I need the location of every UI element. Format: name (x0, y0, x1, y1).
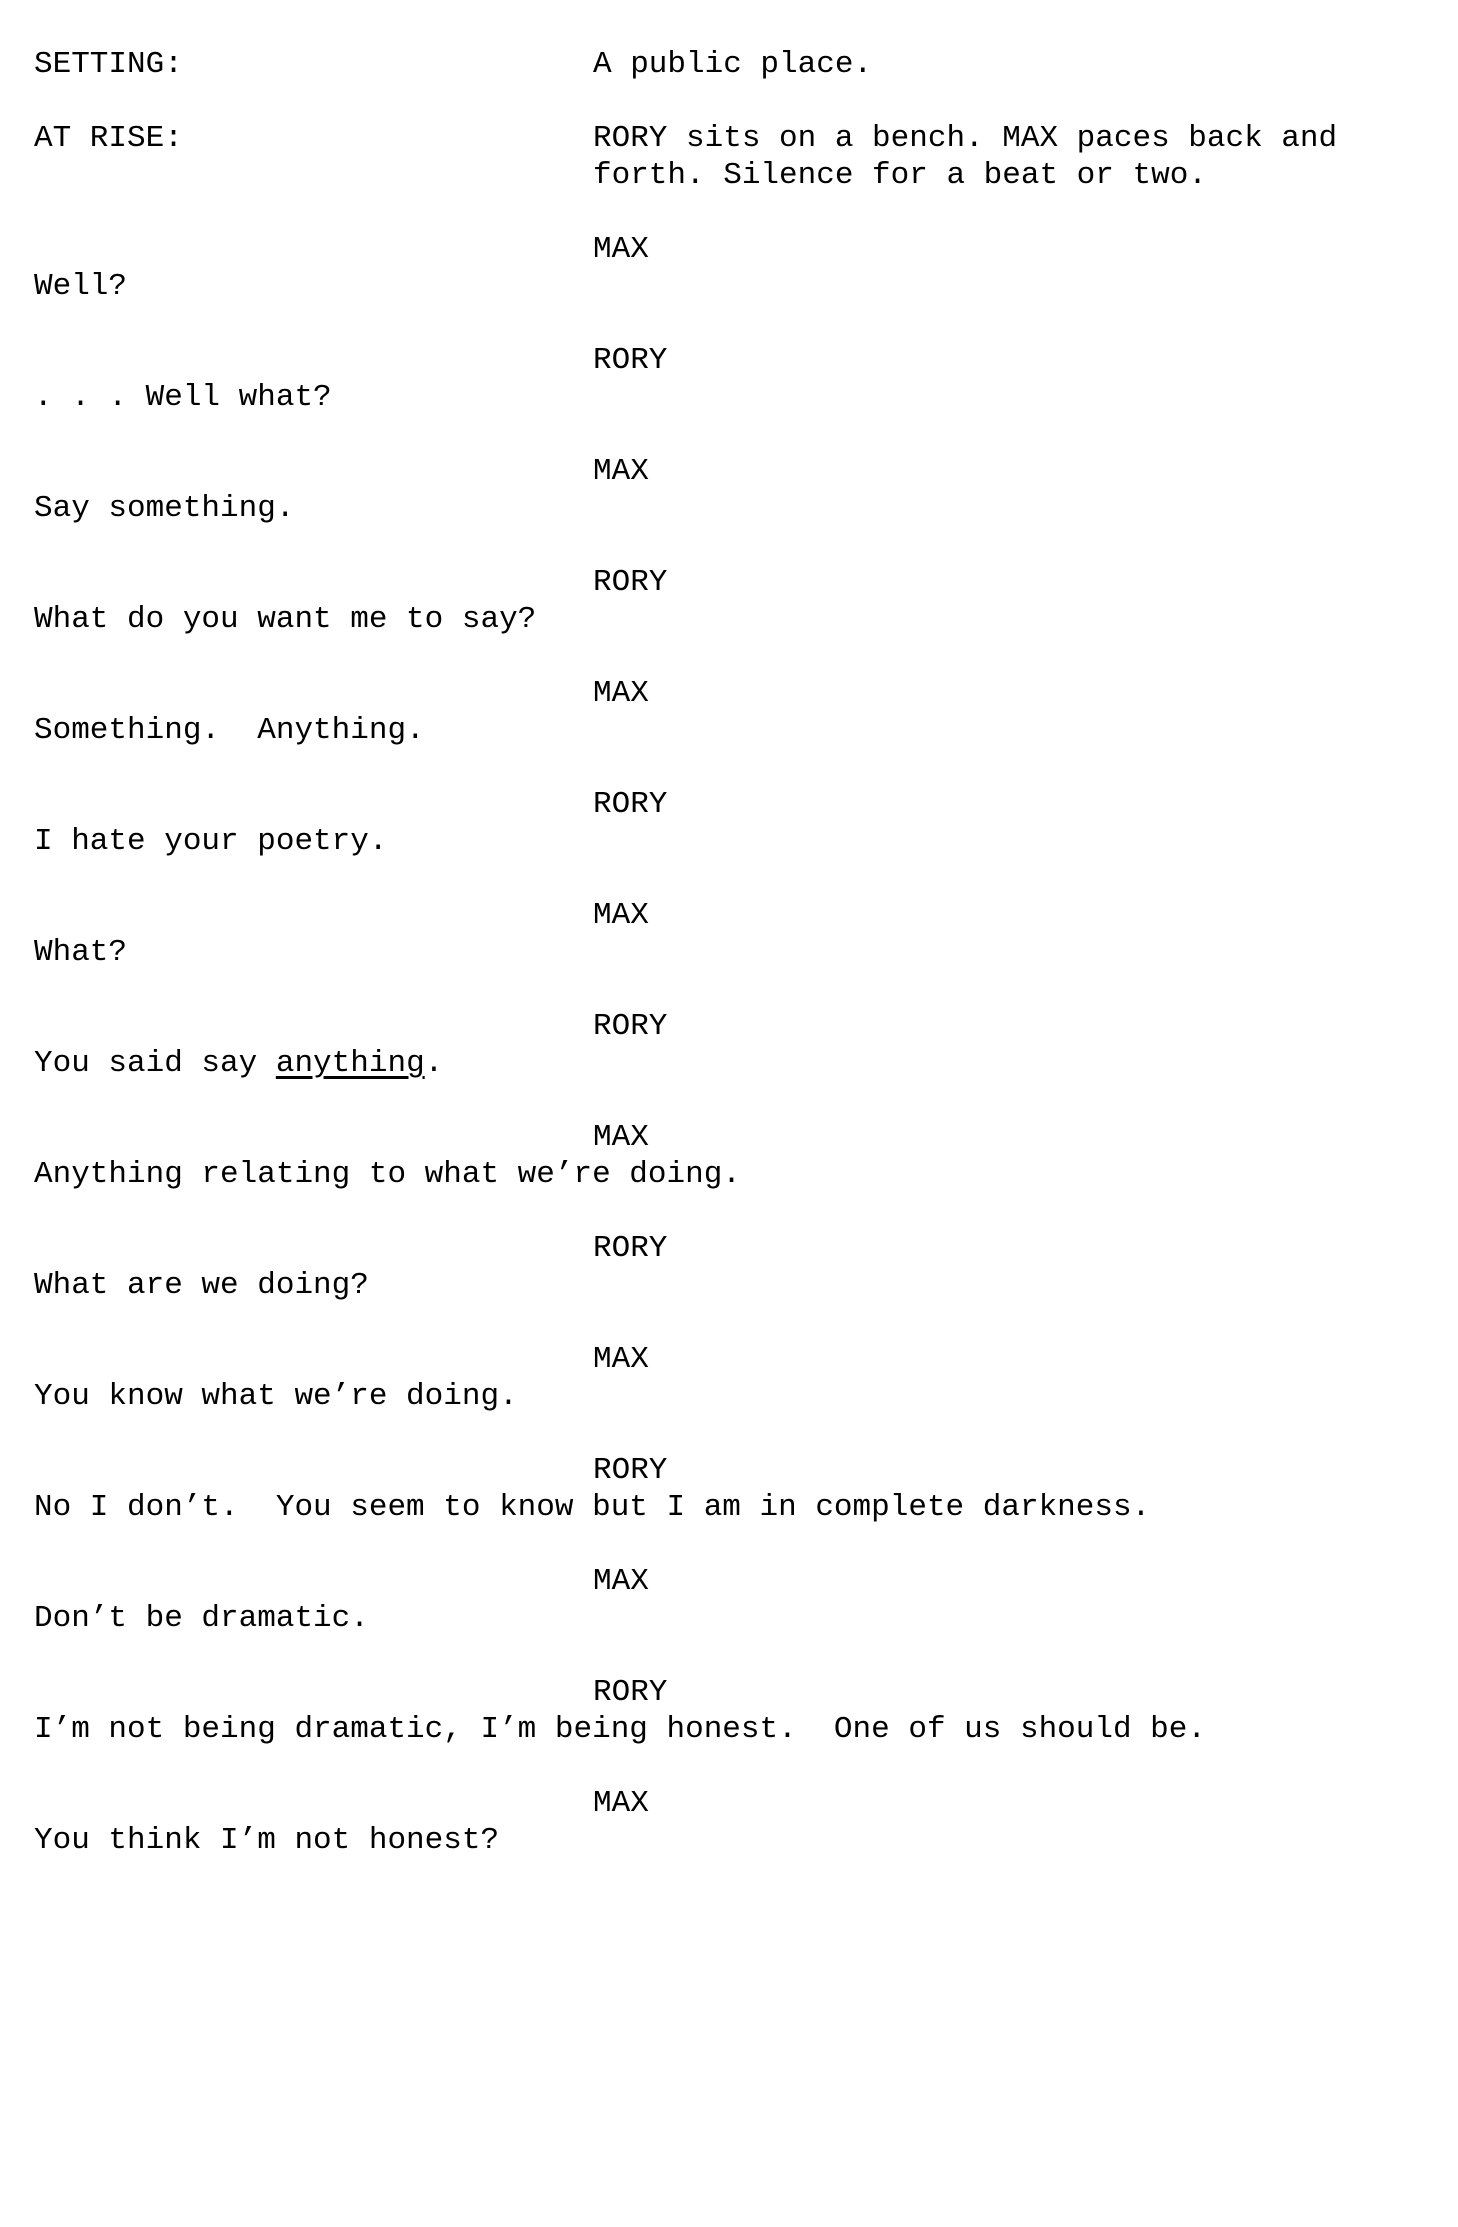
character-name: RORY (593, 787, 668, 822)
dialogue-line: I hate your poetry. (34, 824, 388, 859)
dialogue-line: What are we doing? (34, 1268, 369, 1303)
dialogue-text: You said say (34, 1046, 276, 1081)
setting-value: A public place. (593, 47, 873, 82)
dialogue-line: You think I’m not honest? (34, 1823, 500, 1858)
character-name: MAX (593, 1120, 649, 1155)
character-name: RORY (593, 1453, 668, 1488)
character-name: RORY (593, 565, 668, 600)
dialogue-line: Say something. (34, 491, 295, 526)
setting-row (34, 46, 1434, 83)
dialogue-line: What? (34, 935, 128, 970)
dialogue-line: . . . Well what? (34, 380, 332, 415)
character-name: MAX (593, 676, 649, 711)
dialogue-line: Well? (34, 269, 128, 304)
character-name: RORY (593, 343, 668, 378)
dialogue-line: Something. Anything. (34, 713, 425, 748)
at-rise-row (34, 120, 1434, 194)
character-name: MAX (593, 1342, 649, 1377)
dialogue-line: Don’t be dramatic. (34, 1601, 369, 1636)
dialogue-line: No I don’t. You seem to know but I am in complete darkness. (34, 1490, 1151, 1525)
character-name: MAX (593, 1786, 649, 1821)
character-name: MAX (593, 898, 649, 933)
character-name: MAX (593, 1564, 649, 1599)
dialogue-line: Anything relating to what we’re doing. (34, 1157, 741, 1192)
underlined-word: anything (275, 1046, 425, 1081)
dialogue-line (34, 1045, 1394, 1082)
at-rise-label: AT RISE: (34, 121, 183, 156)
dialogue-line: I’m not being dramatic, I’m being honest. One of us should be. (34, 1712, 1206, 1747)
character-name: MAX (593, 232, 649, 267)
character-name: RORY (593, 1231, 668, 1266)
script-body (34, 46, 1434, 1896)
character-name: MAX (593, 454, 649, 489)
at-rise-value: RORY sits on a bench. MAX paces back and forth. Silence for a beat or two. (593, 121, 1338, 193)
character-name: RORY (593, 1675, 668, 1710)
dialogue-text: . (424, 1046, 444, 1081)
character-name: RORY (593, 1009, 668, 1044)
dialogue-line: You know what we’re doing. (34, 1379, 518, 1414)
dialogue-line: What do you want me to say? (34, 602, 537, 637)
setting-label: SETTING: (34, 47, 183, 82)
